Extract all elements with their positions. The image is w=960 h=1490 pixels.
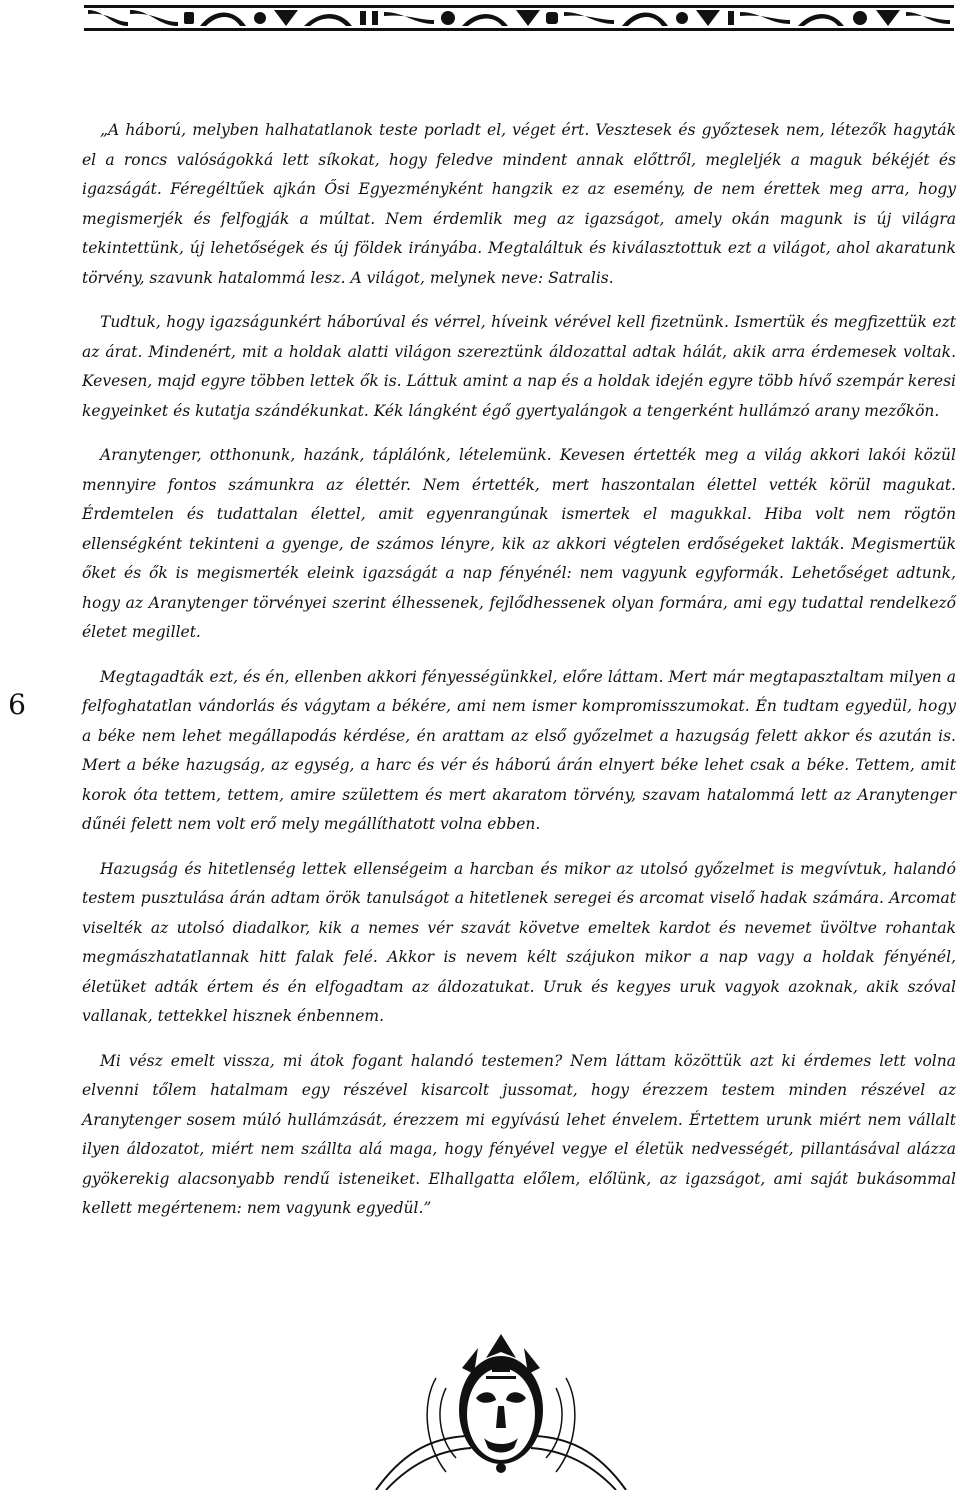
paragraph: Hazugság és hitetlenség lettek ellenségeim a harcban és mikor az utolsó győzelmet is megvívtuk, halandó testem pusztulása árán adtam örök tanulságot a hitetlenek seregei és arcomat viselő hadak számára. Arcomat viselték az utolsó diadalkor, kik a nemes vér szavát követve emeltek kardot és nevemet üvöltve rohantak megmászhatatlannak hitt falak felé. Akkor is nevem kélt szájukon mikor a nap vagy a holdak fényénél, életüket adták értem és én elfogadtam az áldozatukat. Uruk és kegyes uruk vagyok azoknak, akik szóval vallanak, tettekkel hisznek énbennem. bbox=[82, 859, 956, 1025]
decorative-header-border bbox=[84, 4, 954, 32]
paragraph: „A háború, melyben halhatatlanok teste porladt el, véget ért. Vesztesek és győztesek nem, létezők hagyták el a roncs valóságokká lett síkokat, hogy feledve mindent annak előttről, megleljék a maguk békéjét és igazságát. Féregéltűek ajkán Ősi Egyezményként hangzik ez az esemény, de nem érettek meg arra, hogy megismerjék és felfogják a múltat. Nem érdemlik meg az igazságot, amely okán magunk is új világra tekintettünk, új lehetőségek és új földek irányába. Megtaláltuk és kiválasztottuk ezt a világot, ahol akaratunk törvény, szavunk hatalommá lesz. A világot, melynek neve: Satralis. bbox=[82, 121, 956, 287]
paragraph: Aranytenger, otthonunk, hazánk, táplálónk, lételemünk. Kevesen értették meg a világ akkori lakói közül mennyire fontos számunkra az élettér. Nem értették, mert haszontalan élettel vették körül magukat. Érdemtelen és tudattalan élettel, amit egyenrangúnak ismertek el magukkal. Hiba volt nem rögtön ellenségként tekinteni a gyenge, de számos lényre, kik az akkori végtelen erdőségeket lakták. Megismertük őket és ők is megismerték eleink igazságát a nap fényénél: nem vagyunk egyformák. Lehetőséget adtunk, hogy az Aranytenger törvényei szerint élhessenek, fejlődhessenek olyan formára, ami egy tudattal rendelkező életet megillet. bbox=[82, 446, 956, 641]
decorative-footer-ornament bbox=[366, 1328, 636, 1490]
page-number: 6 bbox=[8, 688, 26, 721]
paragraph: Megtagadták ezt, és én, ellenben akkori fényességünkkel, előre láttam. Mert már megtapasztaltam milyen a felfoghatatlan vándorlás és vágytam a békére, ami nem ismer kompromisszumokat. Én tudtam egyedül, hogy a béke nem lehet megállapodás kérdése, én arattam az első győzelmet a hazugság felett akkor és azután is. Mert a béke hazugság, az egység, a harc és vér és háború árán elnyert béke lehet csak a béke. Tettem, amit korok óta tettem, tettem, amire születtem és mert akaratom törvény, szavam hatalommá lett az Aranytenger dűnéi felett nem volt erő mely megállíthatott volna ebben. bbox=[82, 667, 956, 833]
paragraph: Mi vész emelt vissza, mi átok fogant halandó testemen? Nem láttam közöttük azt ki érdemes lett volna elvenni tőlem hatalmam egy részével kisarcolt jussomat, hogy érezzem testem minden részével az Aranytenger sosem múló hullámzását, érezzem mi egyívású lehet énvelem. Értettem urunk miért nem vállalt ilyen áldozatot, miért nem szállta alá maga, hogy fényével vegye el életük nedvességét, pillantásával alázza gyökerekig alacsonyabb rendű isteneiket. Elhallgatta előlem, előlünk, az igazságot, ami saját bukásommal kellett megértenem: nem vagyunk egyedül.” bbox=[82, 1051, 956, 1217]
paragraph: Tudtuk, hogy igazságunkért háborúval és vérrel, híveink vérével kell fizetnünk. Ismertük és megfizettük ezt az árat. Mindenért, mit a holdak alatti világon szereztünk áldozattal adtak hálát, akik arra érdemesek voltak. Kevesen, majd egyre többen lettek ők is. Láttuk amint a nap és a holdak idején egyre több hívő szempár keresi kegyeinket és kutatja szándékunkat. Kék lángként égő gyertyalángok a tengerként hullámzó arany mezőkön. bbox=[82, 313, 956, 420]
body-text bbox=[82, 116, 956, 1239]
